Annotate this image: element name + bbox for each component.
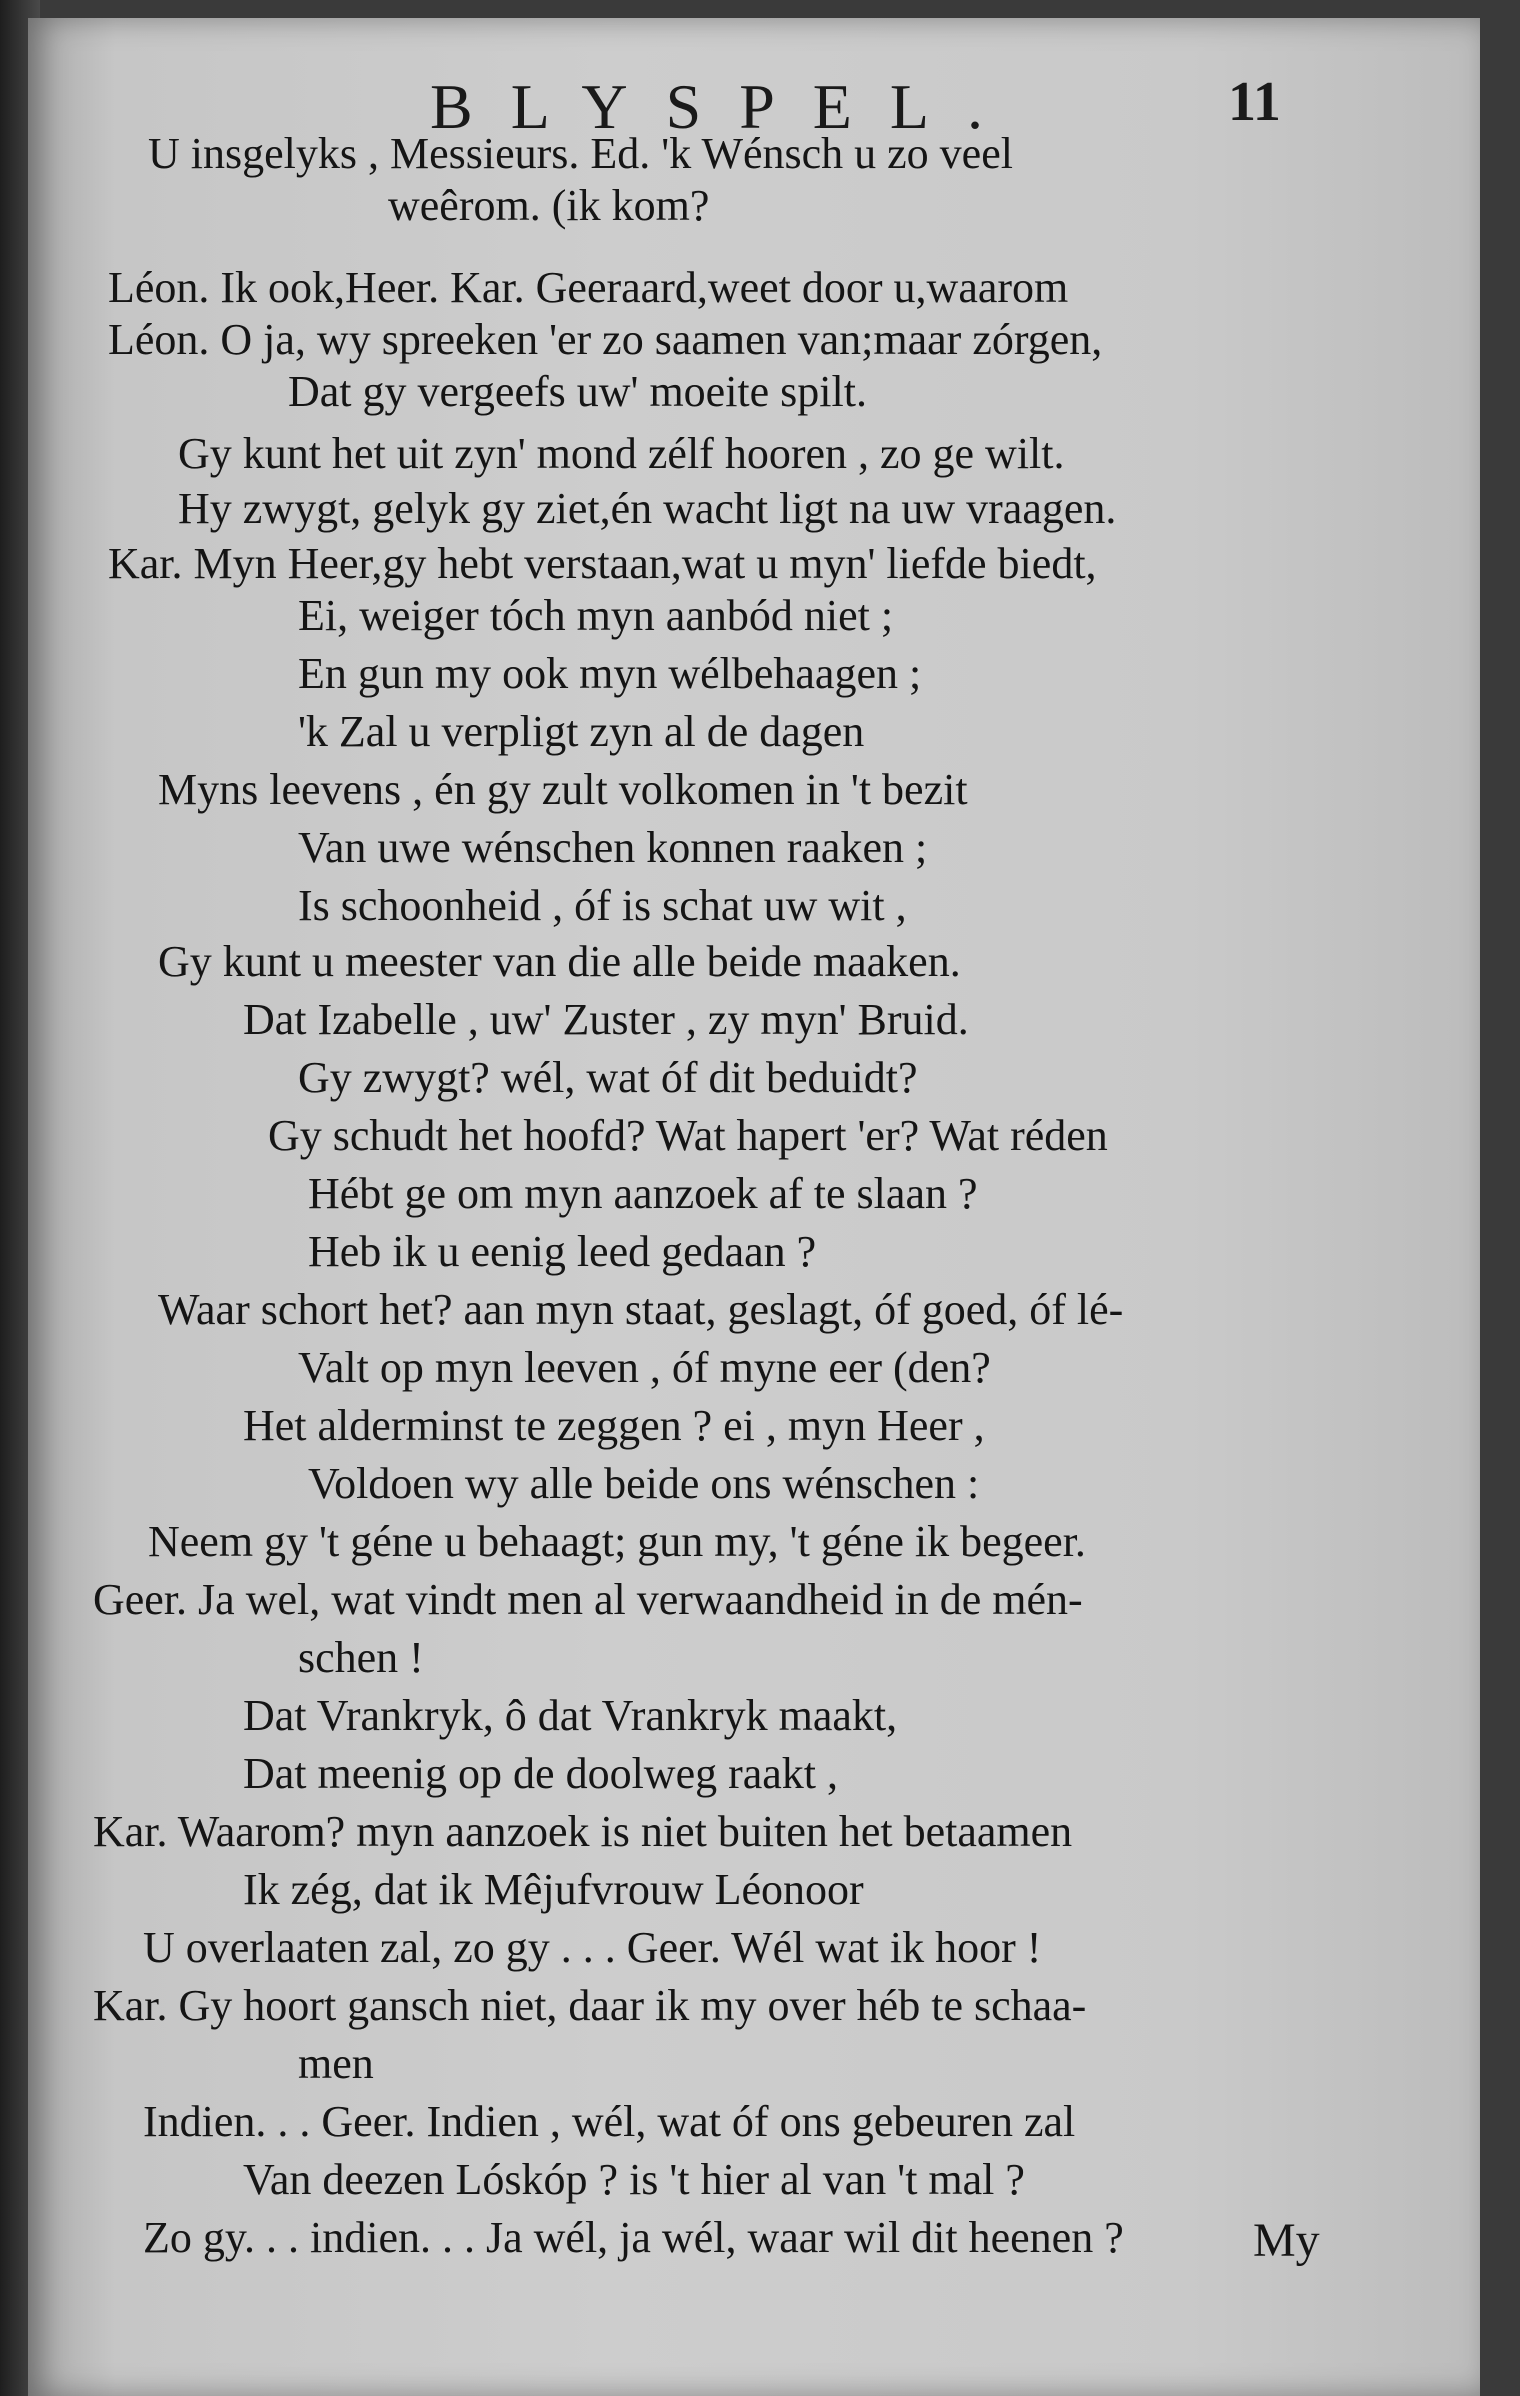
verse-line: U overlaaten zal, zo gy . . . Geer. Wél wat ik hoor !: [143, 1923, 1042, 1972]
verse-line: 'k Zal u verpligt zyn al de dagen: [298, 707, 865, 756]
verse-line: Léon. Ik ook,Heer. Kar. Geeraard,weet door u,waarom: [108, 263, 1069, 312]
verse-line: Myns leevens , én gy zult volkomen in 't bezit: [158, 765, 968, 814]
verse-line: Van uwe wénschen konnen raaken ;: [298, 823, 928, 872]
verse-line: Kar. Myn Heer,gy hebt verstaan,wat u myn' liefde biedt,: [108, 539, 1097, 588]
verse-line: Dat gy vergeefs uw' moeite spilt.: [288, 367, 867, 416]
verse-line: Léon. O ja, wy spreeken 'er zo saamen van;maar zórgen,: [108, 315, 1103, 364]
page-number: 11: [1228, 71, 1281, 133]
verse-line: Indien. . . Geer. Indien , wél, wat óf ons gebeuren zal: [143, 2097, 1076, 2146]
verse-line: En gun my ook myn wélbehaagen ;: [298, 649, 922, 698]
verse-line: U insgelyks , Messieurs. Ed. 'k Wénsch u zo veel: [148, 129, 1013, 178]
verse-line: Voldoen wy alle beide ons wénschen :: [308, 1459, 980, 1508]
verse-line: Kar. Waarom? myn aanzoek is niet buiten het betaamen: [93, 1807, 1073, 1856]
verse-line: Waar schort het? aan myn staat, geslagt, óf goed, óf lé-: [158, 1285, 1124, 1334]
verse-line: Zo gy. . . indien. . . Ja wél, ja wél, waar wil dit heenen ?: [143, 2213, 1124, 2262]
running-head: BLYSPEL.: [430, 71, 1021, 142]
verse-line: Van deezen Lóskóp ? is 't hier al van 't mal ?: [243, 2155, 1025, 2204]
verse-line: Kar. Gy hoort gansch niet, daar ik my over héb te schaa-: [93, 1981, 1087, 2030]
catchword: My: [1253, 2214, 1320, 2267]
verse-line: Gy zwygt? wél, wat óf dit beduidt?: [298, 1053, 918, 1102]
verse-line: Dat Izabelle , uw' Zuster , zy myn' Bruid.: [243, 995, 969, 1044]
verse-line: Hy zwygt, gelyk gy ziet,én wacht ligt na uw vraagen.: [178, 484, 1117, 533]
verse-line: weêrom. (ik kom?: [388, 181, 710, 230]
verse-line: Heb ik u eenig leed gedaan ?: [308, 1227, 817, 1276]
verse-line: Gy kunt u meester van die alle beide maaken.: [158, 937, 961, 986]
verse-line: Is schoonheid , óf is schat uw wit ,: [298, 881, 907, 930]
verse-line: Gy schudt het hoofd? Wat hapert 'er? Wat réden: [268, 1111, 1108, 1160]
verse-line: schen !: [298, 1633, 424, 1682]
verse-line: Dat meenig op de doolweg raakt ,: [243, 1749, 839, 1798]
verse-line: Geer. Ja wel, wat vindt men al verwaandheid in de mén-: [93, 1575, 1083, 1624]
book-page: [28, 18, 1480, 2396]
verse-line: Dat Vrankryk, ô dat Vrankryk maakt,: [243, 1691, 898, 1740]
verse-line: Valt op myn leeven , óf myne eer (den?: [298, 1343, 991, 1392]
verse-line: men: [298, 2039, 374, 2088]
verse-line: Gy kunt het uit zyn' mond zélf hooren , zo ge wilt.: [178, 429, 1065, 478]
verse-line: Het alderminst te zeggen ? ei , myn Heer ,: [243, 1401, 985, 1450]
verse-line: Ei, weiger tóch myn aanbód niet ;: [298, 591, 894, 640]
verse-line: Ik zég, dat ik Mêjufvrouw Léonoor: [243, 1865, 864, 1914]
verse-line: Neem gy 't géne u behaagt; gun my, 't géne ik begeer.: [148, 1517, 1086, 1566]
verse-line: Hébt ge om myn aanzoek af te slaan ?: [308, 1169, 978, 1218]
